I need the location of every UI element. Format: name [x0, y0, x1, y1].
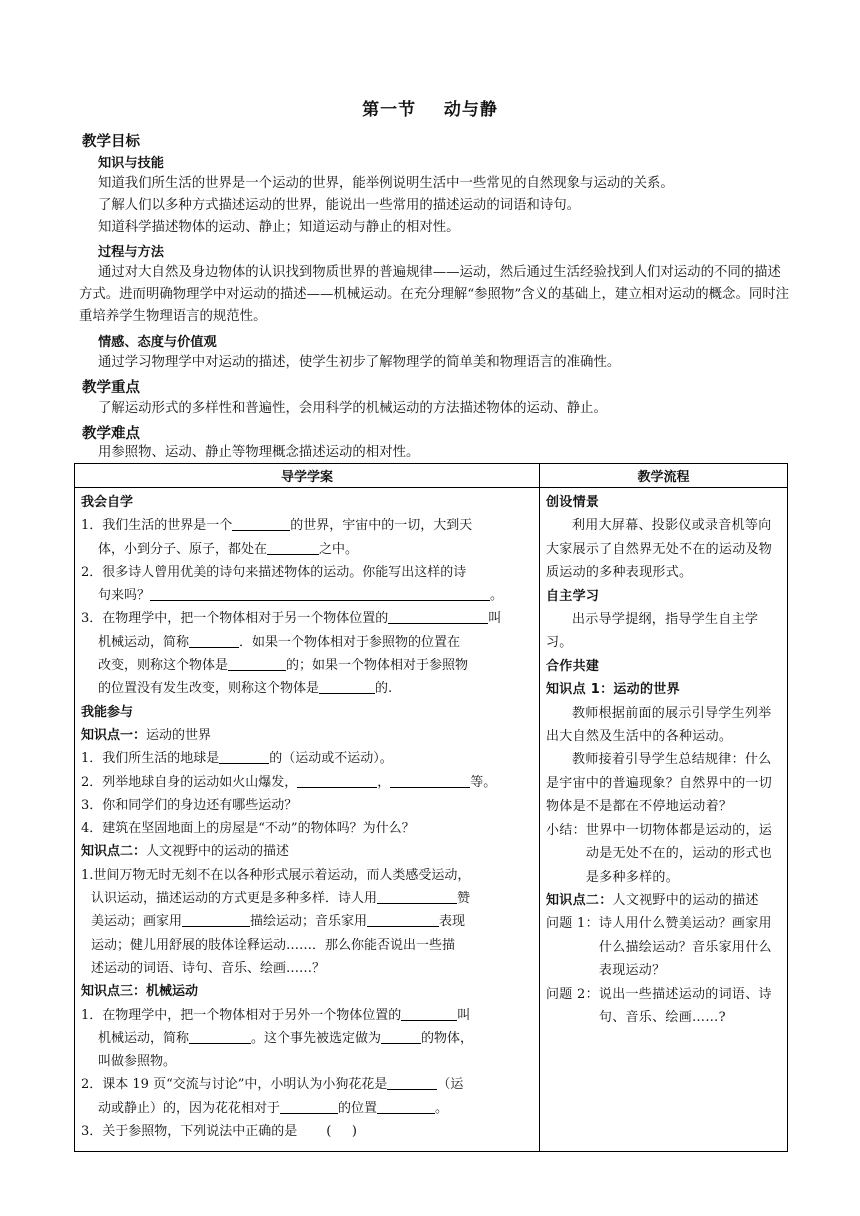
- knowledge-point-3: 知识点三：机械运动: [81, 984, 199, 1000]
- flow-knowledge-1: 知识点 1：运动的世界: [546, 682, 680, 698]
- difficulty-heading: 教学难点: [82, 426, 140, 442]
- self-study-q3: 3．在物理学中，把一个物体相对于另一个物体位置的 叫: [81, 611, 502, 627]
- blank: [280, 1099, 338, 1114]
- knowledge-heading: 知识与技能: [98, 156, 164, 171]
- flow-question-2: 问题 2： 说出一些描述运动的词语、诗句、音乐、绘画……?: [546, 986, 772, 1025]
- knowledge-line-2: 了解人们以多种方式描述运动的世界，能说出一些常用的描述运动的词语和诗句。: [98, 198, 581, 213]
- participate-heading: 我能参与: [81, 704, 134, 720]
- focus-heading: 教学重点: [82, 380, 140, 396]
- blank: [232, 516, 290, 531]
- blank: [367, 912, 439, 927]
- blank: [267, 540, 319, 555]
- lesson-table: [74, 463, 788, 1152]
- blank: [377, 1099, 435, 1114]
- blank: [182, 912, 250, 927]
- blank: [297, 773, 377, 788]
- knowledge-point-1: 知识点一：运动的世界: [81, 727, 212, 743]
- blank: [381, 1029, 421, 1044]
- flow-heading-self-study: 自主学习: [546, 588, 600, 604]
- self-study-q2: 2．很多诗人曾用优美的诗句来描述物体的运动。你能写出这样的诗: [81, 564, 467, 580]
- process-heading: 过程与方法: [98, 245, 164, 260]
- page-title: 第一节 动与静: [362, 100, 498, 120]
- self-study-heading: 我会自学: [81, 495, 134, 510]
- blank: [228, 656, 286, 671]
- flow-question-1: 问题 1： 诗人用什么赞美运动？画家用什么描绘运动？音乐家用什么表现运动？: [546, 916, 772, 979]
- self-study-q1: 1．我们生活的世界是一个 的世界，宇宙中的一切，大到天: [81, 518, 473, 534]
- emotion-heading: 情感、态度与价值观: [98, 335, 217, 350]
- knowledge-line-1: 知道我们所生活的世界是一个运动的世界，能举例说明生活中一些常见的自然现象与运动的关系。: [98, 176, 674, 191]
- emotion-text: 通过学习物理学中对运动的描述，使学生初步了解物理学的简单美和物理语言的准确性。: [98, 355, 621, 370]
- blank: [219, 749, 269, 764]
- flow-knowledge-2: 知识点二：人文视野中的运动的描述: [546, 892, 759, 908]
- blank: [388, 609, 488, 624]
- knowledge-line-3: 知道科学描述物体的运动、静止；知道运动与静止的相对性。: [98, 220, 460, 235]
- blank: [189, 633, 239, 648]
- blank: [377, 889, 457, 904]
- focus-text: 了解运动形式的多样性和普遍性，会用科学的机械运动的方法描述物体的运动、静止。: [98, 401, 607, 416]
- blank: [150, 586, 490, 601]
- blank: [387, 1075, 437, 1090]
- process-text: 通过对大自然及身边物体的认识找到物质世界的普遍规律——运动，然后通过生活经验找到人们对运动的不同的描述方式。进而明确物理学中对运动的描述——机械运动。在充分理解“参照物”含义的基础上，建立相对运动的概念。同时注重培养学生物理语言的规范性。: [79, 265, 790, 324]
- flow-heading-scenario: 创设情景: [546, 495, 600, 510]
- column-header-study-plan: 导学学案: [75, 464, 540, 488]
- difficulty-text: 用参照物、运动、静止等物理概念描述运动的相对性。: [98, 445, 420, 460]
- goals-heading: 教学目标: [82, 134, 140, 150]
- blank: [319, 679, 375, 694]
- blank: [401, 1006, 457, 1021]
- flow-heading-cooperate: 合作共建: [546, 658, 600, 674]
- teaching-flow-cell: 创设情景 利用大屏幕、投影仪或录音机等向大家展示了自然界无处不在的运动及物质运动的多种表现形式。 自主学习 出示导学提纲，指导学生自主学习。 合作共建 知识点 1：运动的世界 教师根据前面的展示引导学生列举出大自然及生活中的各种运动。 教师接着引导学生总结规律：什么是宇宙中的普遍现象？自然界中的一切物体是不是都在不停地运动着？ 小结： 世界中一切物体都是运动的，运动是无处不在的，运动的形式也是多种多样的。 知识点二：人文视野中的运动的描述 问题 1： 诗人用什么赞美运动？画家用什么描绘运动？音乐家用什么表现运动？ 问题 2： 说出一些描述运动的词语、诗句、音乐、绘画……?: [540, 488, 788, 1152]
- knowledge-point-2: 知识点二：人文视野中的运动的描述: [81, 844, 290, 860]
- blank: [390, 773, 470, 788]
- flow-summary: 小结： 世界中一切物体都是运动的，运动是无处不在的，运动的形式也是多种多样的。: [546, 822, 773, 885]
- column-header-teaching-flow: 教学流程: [540, 464, 788, 488]
- study-plan-cell: 我会自学 1．我们生活的世界是一个 的世界，宇宙中的一切，大到天 体，小到分子、原子，都处在 之中。 2．很多诗人曾用优美的诗句来描述物体的运动。你能写出这样的诗 句来吗？ 。 3．在物理学中，把一个物体相对于另一个物体位置的 叫 机械运动，简称 ．如果一个物体相对于参照物的位置在 改变，则称这个物体是 的；如果一个物体相对于参照物 的位置没有发生改变，则称这个物体是 的. 我能参与 知识点一：运动的世界 1．我们所生活的地球是 的（运动或不运动）。 2．列举地球自身的运动如火山爆发， ， 等。 3．你和同学们的身边还有哪些运动？ 4．建筑在坚固地面上的房屋是“不动”的物体吗？为什么？ 知识点二：人文视野中的运动的描述 1.世间万物无时无刻不在以各种形式展示着运动，而人类感受运动， 认识运动，描述运动的方式更是多种多样．诗人用 赞 美运动；画家用 描绘运动；音乐家用 表现 运动；健儿用舒展的肢体诠释运动……．那么你能否说出一些描 述运动的词语、诗句、音乐、绘画……？ 知识点三：机械运动 1．在物理学中，把一个物体相对于另外一个物体位置的 叫 机械运动，简称 。这个事先被选定做为 的物体， 叫做参照物。 2．课本 19 页“交流与讨论”中，小明认为小狗花花是 （运 动或静止）的，因为花花相对于 的位置 。 3．关于参照物，下列说法中正确的是 ( ): [75, 488, 540, 1152]
- blank: [189, 1029, 251, 1044]
